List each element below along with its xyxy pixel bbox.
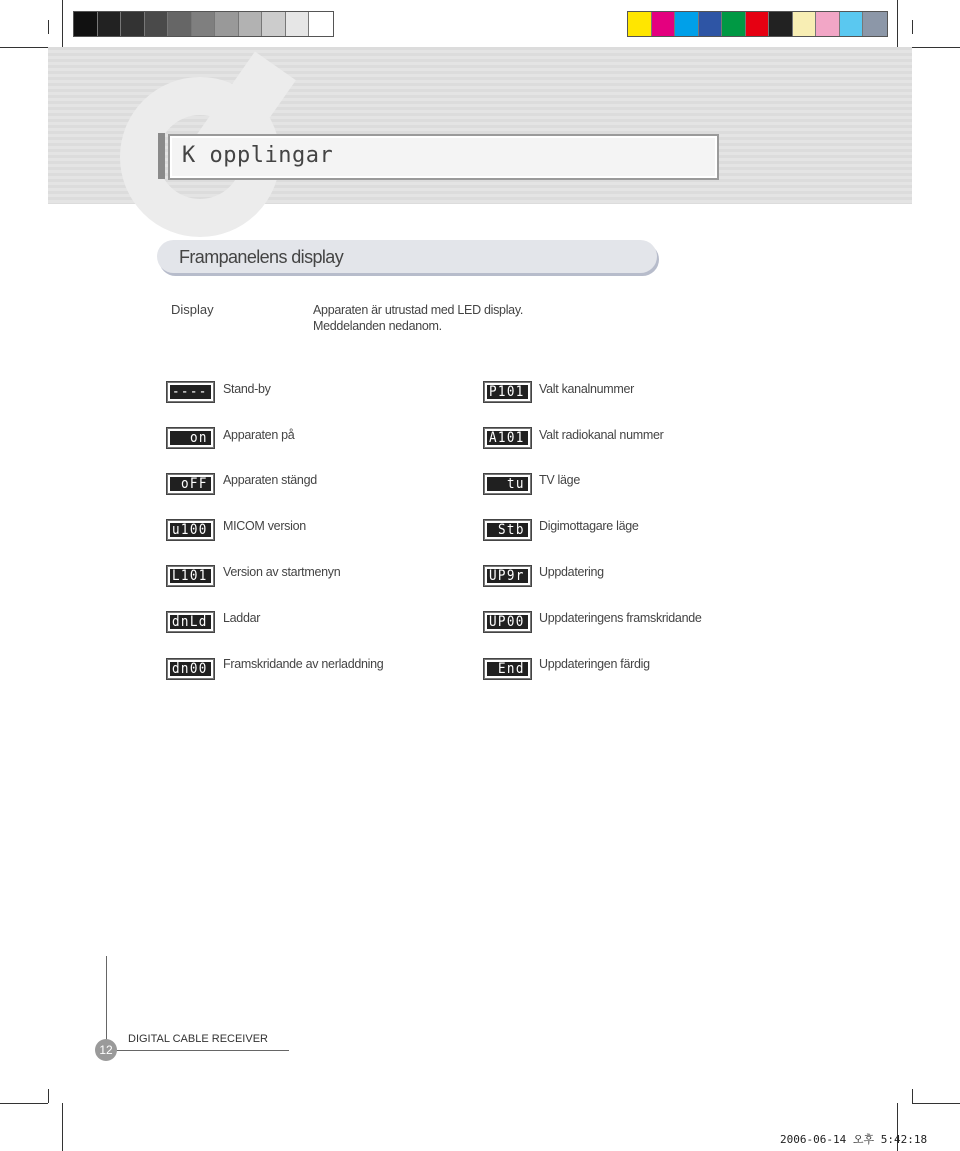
color-swatch: [746, 12, 770, 36]
led-code: UP9r: [489, 568, 525, 584]
led-display: [484, 659, 531, 679]
display-desc-line: Apparaten är utrustad med LED display.: [313, 303, 524, 317]
footer-divider-horizontal: [106, 1050, 289, 1051]
section-header: [157, 240, 657, 273]
led-display: [484, 474, 531, 494]
crop-mark: [912, 47, 960, 48]
led-display: [484, 566, 531, 586]
color-swatch: [215, 12, 239, 36]
footer-product-name: DIGITAL CABLE RECEIVER: [128, 1033, 268, 1045]
crop-mark: [62, 1103, 63, 1151]
process-color-bar: [627, 11, 888, 37]
color-swatch: [239, 12, 263, 36]
section-title: Frampanelens display: [179, 247, 344, 267]
print-timestamp: 2006-06-14 오후 5:42:18: [780, 1133, 928, 1146]
color-swatch: [286, 12, 310, 36]
led-display: [167, 474, 214, 494]
led-code: dn00: [172, 661, 208, 677]
led-meaning: Digimottagare läge: [539, 519, 639, 533]
page-number: 12: [95, 1039, 117, 1061]
color-swatch: [145, 12, 169, 36]
color-swatch: [98, 12, 122, 36]
color-swatch: [121, 12, 145, 36]
led-code: P101: [489, 384, 525, 400]
color-swatch: [675, 12, 699, 36]
led-code: Stb: [498, 522, 525, 538]
color-swatch: [699, 12, 723, 36]
color-swatch: [192, 12, 216, 36]
led-display: [484, 428, 531, 448]
display-label: Display: [171, 302, 214, 317]
led-display: [167, 520, 214, 540]
color-swatch: [628, 12, 652, 36]
led-code: End: [498, 661, 525, 677]
led-meaning: Version av startmenyn: [223, 565, 341, 579]
led-meaning: Stand-by: [223, 382, 271, 396]
led-code: u100: [172, 522, 208, 538]
led-meaning: Laddar: [223, 611, 261, 625]
led-display: [484, 382, 531, 402]
led-display: [167, 428, 214, 448]
color-swatch: [793, 12, 817, 36]
title-stripe: [158, 133, 165, 179]
header-band: [48, 47, 912, 204]
crop-mark: [897, 0, 898, 48]
crop-mark: [0, 47, 48, 48]
led-meaning: Uppdateringens framskridande: [539, 611, 702, 625]
led-code: on: [190, 430, 208, 446]
led-display: [167, 566, 214, 586]
led-code: oFF: [181, 476, 208, 492]
led-meaning: Valt radiokanal nummer: [539, 428, 664, 442]
display-description: [313, 302, 523, 334]
led-meaning: MICOM version: [223, 519, 306, 533]
led-code: dnLd: [172, 614, 208, 630]
led-code: ----: [172, 384, 208, 400]
color-swatch: [74, 12, 98, 36]
color-swatch: [168, 12, 192, 36]
color-swatch: [722, 12, 746, 36]
display-desc-line: Meddelanden nedanom.: [313, 319, 442, 333]
led-display: [484, 612, 531, 632]
led-code: tu: [507, 476, 525, 492]
color-swatch: [816, 12, 840, 36]
led-display: [484, 520, 531, 540]
color-swatch: [769, 12, 793, 36]
led-code: UP00: [489, 614, 525, 630]
color-swatch: [863, 12, 887, 36]
led-meaning: Uppdateringen färdig: [539, 657, 650, 671]
crop-mark: [48, 1089, 49, 1103]
led-display: [167, 659, 214, 679]
led-meaning: Apparaten stängd: [223, 473, 317, 487]
color-swatch: [840, 12, 864, 36]
led-meaning: TV läge: [539, 473, 580, 487]
color-swatch: [262, 12, 286, 36]
color-swatch: [309, 12, 333, 36]
chapter-title-box: [158, 133, 719, 179]
page-title: K opplingar: [182, 143, 334, 168]
led-display: [167, 612, 214, 632]
led-code: L101: [172, 568, 208, 584]
crop-mark: [62, 0, 63, 48]
led-meaning: Valt kanalnummer: [539, 382, 635, 396]
crop-mark: [48, 20, 49, 34]
led-code: A101: [489, 430, 525, 446]
color-swatch: [652, 12, 676, 36]
grayscale-color-bar: [73, 11, 334, 37]
crop-mark: [912, 1089, 913, 1103]
led-meaning: Uppdatering: [539, 565, 604, 579]
crop-mark: [912, 20, 913, 34]
led-display: [167, 382, 214, 402]
crop-mark: [912, 1103, 960, 1104]
footer-divider-vertical: [106, 956, 107, 1044]
led-meaning: Framskridande av nerladdning: [223, 657, 384, 671]
led-meaning: Apparaten på: [223, 428, 295, 442]
crop-mark: [0, 1103, 48, 1104]
